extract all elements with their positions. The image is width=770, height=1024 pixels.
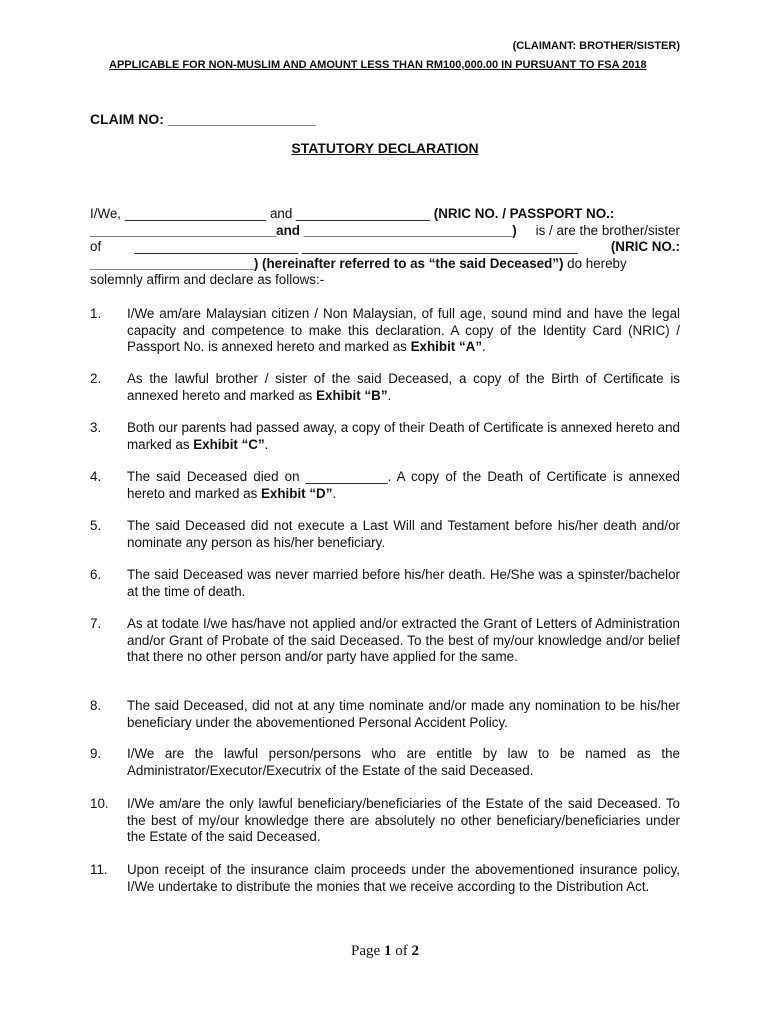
item-text-body: I/We am/are the only lawful beneficiary/beneficiaries of the Estate of the said Deceased. To the best of my/our knowledge there are absolutely no other beneficiary/beneficiaries under the Estate of the said Deceased. <box>127 796 680 844</box>
intro-line-2 <box>90 223 680 240</box>
page-current: 1 <box>383 943 392 959</box>
item-text-body: I/We am/are Malaysian citizen / Non Malaysian, of full age, sound mind and have the legal capacity and competence to make this declaration. A copy of the Identity Card (NRIC) / Passport No. is annexed hereto and marked as <box>127 306 680 354</box>
claimant-header: (CLAIMANT: BROTHER/SISTER) <box>512 40 680 52</box>
intro-line-3-blanks: ______________________ _____________________________________ <box>134 239 578 254</box>
intro-line-2-bold: _________________________and ____________________________) <box>90 222 517 238</box>
page-number <box>0 943 770 960</box>
intro-line-5: solemnly affirm and declare as follows:- <box>90 272 325 287</box>
item-text-end: . <box>264 436 269 452</box>
intro-line-2-text: is / are the brother/sister <box>535 222 680 238</box>
intro-line-1-bold: (NRIC NO. / PASSPORT NO.: <box>433 206 615 221</box>
exhibit-label: Exhibit “A” <box>410 339 483 354</box>
item-text-body: I/We are the lawful person/persons who are entitle by law to be named as the Administrator/Executor/Executrix of the Estate of the said Deceased. <box>127 746 680 778</box>
item-text <box>127 371 680 404</box>
intro-line-3 <box>90 239 680 256</box>
page-label: Page <box>351 943 384 959</box>
declaration-item <box>90 796 680 846</box>
intro-line-1-text: I/We, ___________________ and __________________ <box>90 206 434 221</box>
item-number: 1. <box>90 306 102 321</box>
item-text-body: As the lawful brother / sister of the said Deceased, a copy of the Birth of Certificate is annexed hereto and marked as <box>127 371 680 403</box>
item-text <box>127 306 680 356</box>
item-text <box>127 469 680 502</box>
page-of: of <box>391 943 412 959</box>
item-number: 9. <box>90 746 102 761</box>
item-text-body: The said Deceased did not execute a Last Will and Testament before his/her death and/or nominate any person as his/her beneficiary. <box>127 518 680 550</box>
item-text <box>127 862 680 895</box>
declaration-item <box>90 862 680 895</box>
item-text-end: . <box>482 339 486 354</box>
item-text-body: The said Deceased was never married before his/her death. He/She was a spinster/bachelor at the time of death. <box>127 567 680 599</box>
declaration-item <box>90 469 680 502</box>
item-number: 6. <box>90 567 102 582</box>
exhibit-label: Exhibit “C” <box>193 436 265 452</box>
intro-line-4-text: do hereby <box>563 255 627 271</box>
declaration-item <box>90 746 680 779</box>
exhibit-label: Exhibit “D” <box>261 485 333 501</box>
declaration-item <box>90 518 680 551</box>
applicable-header: APPLICABLE FOR NON-MUSLIM AND AMOUNT LESS THAN RM100,000.00 IN PURSUANT TO FSA 2018 <box>109 59 647 71</box>
item-number: 2. <box>90 371 102 386</box>
item-text-body: Upon receipt of the insurance claim proceeds under the abovementioned insurance policy, I/We undertake to distribute the monies that we receive according to the Distribution Act. <box>127 862 680 894</box>
item-text <box>127 616 680 666</box>
declaration-item <box>90 698 680 731</box>
item-number: 3. <box>90 420 102 435</box>
item-text-body: Both our parents had passed away, a copy of their Death of Certificate is annexed hereto and marked as <box>127 420 680 452</box>
declarant-paragraph <box>90 206 680 289</box>
intro-line-4 <box>90 256 680 273</box>
item-text <box>127 698 680 731</box>
declaration-item <box>90 371 680 404</box>
item-text-body: The said Deceased died on ___________. A copy of the Death of Certificate is annexed hereto and marked as <box>127 469 680 501</box>
claim-number: CLAIM NO: ___________________ <box>90 111 316 127</box>
declaration-item <box>90 567 680 600</box>
item-text-end: . <box>332 485 337 501</box>
item-text <box>127 796 680 846</box>
item-number: 8. <box>90 698 102 713</box>
item-number: 11. <box>90 862 108 877</box>
item-text-end: . <box>387 387 392 403</box>
item-text <box>127 567 680 600</box>
item-text <box>127 746 680 779</box>
item-number: 5. <box>90 518 102 533</box>
declaration-item <box>90 420 680 453</box>
item-number: 4. <box>90 469 102 484</box>
intro-line-4-bold: ______________________) (hereinafter referred to as “the said Deceased”) <box>90 255 564 271</box>
item-text <box>127 420 680 453</box>
declaration-item <box>90 306 680 356</box>
intro-line-3-of: of <box>90 239 102 254</box>
declaration-item <box>90 616 680 666</box>
page-total: 2 <box>411 943 419 959</box>
item-text-body: The said Deceased, did not at any time nominate and/or made any nomination to be his/her beneficiary under the abovementioned Personal Accident Policy. <box>127 698 680 730</box>
document-title: STATUTORY DECLARATION <box>291 140 479 156</box>
intro-line-1 <box>90 206 680 223</box>
item-number: 7. <box>90 616 102 631</box>
item-text-body: As at todate I/we has/have not applied and/or extracted the Grant of Letters of Administration and/or Grant of Probate of the said Deceased. To the best of my/our knowledge and/or belief that there no other person and/or party have applied for the same. <box>127 616 680 664</box>
item-number: 10. <box>90 796 109 811</box>
intro-line-3-bold: (NRIC NO.: <box>610 239 680 254</box>
exhibit-label: Exhibit “B” <box>316 387 388 403</box>
item-text <box>127 518 680 551</box>
